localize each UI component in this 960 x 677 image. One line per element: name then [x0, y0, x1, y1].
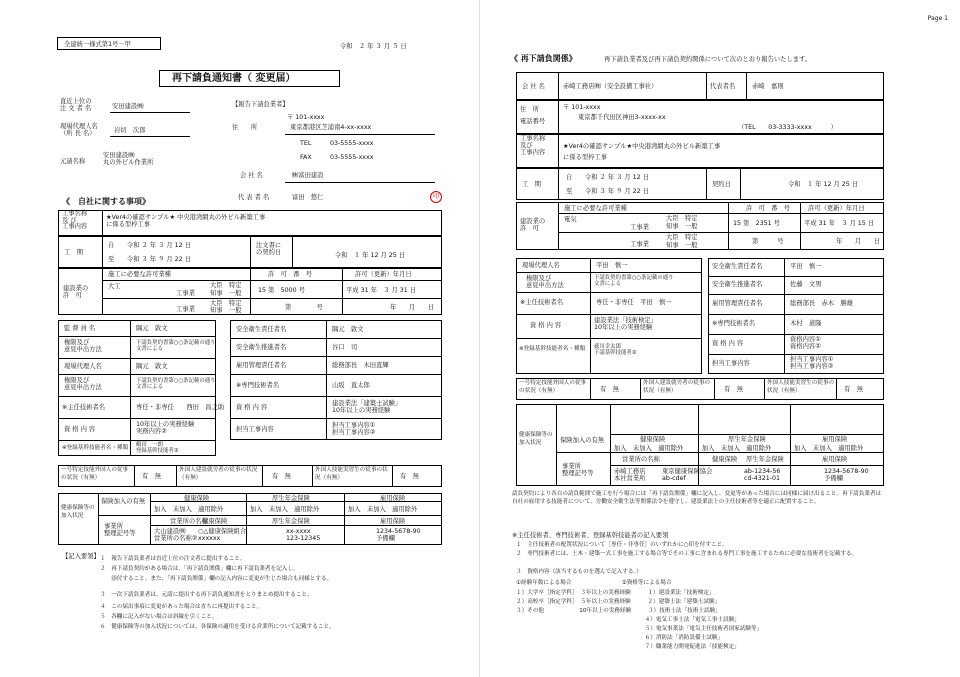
authority-value: 下請負契約書第○○条記載の通り 文書による — [136, 340, 216, 353]
employment-manager-value: 総務部長 木田直輝 — [332, 362, 389, 369]
sub-note-6: ２）高校卒［指定学科］ ５年以上の実務経験 ２）建築士法「建築士試験」 — [516, 599, 721, 605]
office-head: 営業所の名称 — [170, 518, 208, 525]
sub-pension-status: 加入 未加入 適用除外 — [702, 445, 772, 452]
sub-office-pension: ab-1234-56 cd-4321-01 — [744, 468, 781, 483]
seal: 印 — [430, 191, 442, 203]
sub-office-employment: 1234-5678-90 予備欄 — [824, 468, 869, 483]
sub-chief-value: 専任・非専任 平田 慎一 — [596, 299, 672, 306]
health-head: 健康保険 — [184, 495, 210, 502]
sub-foreign-1-value: 有 無 — [600, 386, 619, 393]
skilled-worker-value: 鶴田 一朗 登録基幹技能者② — [136, 442, 179, 455]
agent-label: 現場代理人名 （所 長 名） — [60, 123, 98, 138]
sub-qual-label: 資 格 内 容 — [530, 322, 562, 329]
sub-license-number: 15 第 2351 号 — [733, 220, 780, 227]
sub-health-head: 健康保険 — [640, 436, 666, 443]
sub-foreign-1-label: 一号特定技能外国人の従事の状況（有無） — [519, 380, 587, 394]
sub-promoter-value: 佐藤 文男 — [790, 281, 822, 288]
sub-company-value: 赤崎工務店㈱（安全設備工事社） — [563, 83, 658, 90]
site-agent-value: 隅元 敦文 — [136, 363, 168, 370]
page-divider — [479, 0, 480, 677]
foreign-1-label: 一号特定技能外国人の従事の状況（有無） — [61, 467, 129, 481]
note-2: ２ 再下請負契約がある場合は、「再下請負関係」欄に再下請負業者を記入し、 — [100, 566, 299, 572]
office-pension: xx-xxxx 123-12345 — [286, 528, 321, 543]
note-3: 添付すること。また、「再下請負関係」欄の記入内容に変更が生じた場合も同様とする。 — [100, 576, 333, 582]
assigned-work-value: 担当工事内容① 担当工事内容② — [332, 422, 376, 437]
sub-office-pension-head: 厚生年金保険 — [746, 456, 784, 463]
section-desc: 再下請負業者及び再下請負契約関係について次のとおり報告いたします。 — [604, 56, 812, 63]
period-from: 自 令和 ２ 年 ３ 月 12 日 — [108, 242, 191, 249]
sub-contract-value: 令和 １ 年 12 月 25 日 — [788, 181, 859, 188]
sub-note-11: ７）職業能力開発促進法「技能検定」 — [516, 644, 740, 650]
reporter-header: 【報告下請負業者】 — [232, 101, 289, 108]
sub-note-1: １ 主任技術者の配置状況について［専任・非専任］のいずれかに○印を付すこと。 — [516, 542, 728, 548]
sub-office-head: 営業所の名称 — [622, 456, 660, 463]
license-head-date: 許可（更新）年月日 — [355, 271, 412, 278]
specialist-qual-label: 資 格 内 容 — [236, 404, 268, 411]
employment-head: 雇用保険 — [380, 495, 406, 502]
foreign-3-value: 有 無 — [400, 473, 419, 480]
sub-license2-class-2: 知事 一般 — [666, 242, 698, 249]
license-head-number: 許 可 番 号 — [268, 271, 313, 278]
qualification-value: 10年以上の実務経験 実務内容② — [136, 421, 195, 436]
sub-employment-status: 加入 未加入 適用除外 — [794, 445, 864, 452]
sub-rep-label: 代表者名 — [710, 83, 736, 90]
note-4: ３ 一次下請負業者は、元請に提出する再下請負通知書をとりまとめ提出すること。 — [100, 592, 313, 598]
address-value: 東京都港区芝浦南4-xx-xxxx — [290, 124, 372, 131]
sub-specialist-label: ※専門技術者名 — [712, 320, 756, 327]
office-pension-head: 厚生年金保険 — [272, 518, 310, 525]
sub-license-suffix: 工事業 — [630, 224, 649, 231]
sub-work-label: 工事名称 及び 工事内容 — [520, 135, 546, 156]
sub-skilled-label: ※登録基幹技能者名・種類 — [519, 346, 586, 352]
chief-engineer-label: ※主任技術者名 — [62, 404, 106, 411]
sub-note-4: ①経験年数による場合 ②資格等による場合 — [516, 580, 672, 586]
site-agent-label: 現場代理人名 — [64, 363, 102, 370]
specialist-value: 山坂 直太郎 — [332, 382, 370, 389]
sub-health-status: 加入 未加入 適用除外 — [614, 445, 684, 452]
sub-work-value: ★Ver4の確認サンプル★中央港湾網丸の外ビル新築工事 に係る型枠工事 — [563, 143, 721, 162]
foreign-2-value: 有 無 — [272, 473, 291, 480]
license-type: 大工 — [108, 283, 121, 290]
prime-value: 安田建設㈱ — [112, 103, 144, 110]
authority2-label: 権限及び 意見申出方法 — [64, 377, 102, 392]
site-label: 元請名称 — [60, 158, 86, 165]
foreign-1-value: 有 無 — [142, 473, 161, 480]
section-self: 《 自社に関する事項》 — [62, 197, 150, 206]
sub-specialist-value: 木村 道隆 — [790, 320, 822, 327]
chief-engineer-value: 専任・非専任 西田 昌之助 — [136, 404, 225, 411]
contract-label: 注文書に の契約日 — [256, 242, 282, 257]
license2-number: 第 号 — [285, 304, 323, 311]
sub-address-value: 東京都千代田区神田3-xxxx-xx — [578, 114, 666, 121]
sub-foreign-2-label: 外国人建設就労者の従事の状況（有無） — [643, 380, 711, 394]
sub-office-employment-head: 雇用保険 — [822, 456, 848, 463]
insurance-head: 保険加入の有無 — [101, 498, 146, 505]
sub-safety-label: 安全衛生責任者名 — [712, 263, 763, 270]
sub-contract-label: 契約日 — [712, 181, 731, 188]
sub-spec-qual-label: 資 格 内 容 — [712, 340, 744, 347]
representative-value: 富田 悠仁 — [292, 194, 324, 201]
company-value: ㈱富田建設 — [292, 172, 324, 179]
form-code: 全建統一様式第1号－甲 — [64, 41, 131, 48]
sub-license-head-date: 許可（更新）年月日 — [808, 205, 865, 212]
sub-qual-value: 建設業法「技術検定」 10年以上の実務経験 — [594, 317, 657, 332]
sub-insurance-label: 健康保険等の加入状況 — [519, 432, 553, 446]
sub-agent-label: 現場代理人名 — [522, 262, 560, 269]
license-class-2: 知事 一般 — [210, 290, 242, 297]
sub-rep-value: 赤崎 嘉則 — [752, 83, 784, 90]
sub-license2-class-1: 大臣 特定 — [666, 234, 698, 241]
license-label: 建設業の 許 可 — [63, 285, 89, 300]
note-5: ４ この届出事項に変更があった場合は直ちに再提出すること。 — [100, 604, 263, 610]
health-status: 加入 未加入 適用除外 — [154, 506, 224, 513]
sub-chief-label: ※主任技術者名 — [520, 299, 564, 306]
supervisor-value: 隅元 敦文 — [136, 325, 168, 332]
license2-class-2: 知事 一般 — [210, 307, 242, 314]
address-label: 住 所 — [232, 124, 258, 131]
sub-employment-value: 総務部長 赤木 勝雄 — [790, 300, 853, 307]
office-name: 大山建設㈱ 営業所の名称② — [154, 528, 198, 543]
representative-label: 代 表 者 名 — [238, 194, 270, 201]
contract-value: 令和 １ 年 12 月 25 日 — [335, 252, 406, 259]
sub-license2-suffix: 工事業 — [630, 241, 649, 248]
office-employment-head: 雇用保険 — [380, 518, 406, 525]
license2-class-1: 大臣 特定 — [210, 300, 242, 307]
tel-value: 03-5555-xxxx — [330, 140, 374, 147]
page-number: Page 1 — [927, 15, 948, 22]
foreign-3-label: 外国人技能実習生の従事の状況（有無） — [315, 467, 388, 481]
period-to: 至 令和 ３ 年 ９ 月 22 日 — [108, 256, 191, 263]
license2-suffix: 工事業 — [176, 306, 195, 313]
sub-note-3: ３ 資格内容（該当するものを選んで記入する。） — [516, 569, 642, 575]
office-label: 事業所 整理記号等 — [104, 523, 136, 538]
site-value: 安田建設㈱ 丸の外ビル作業所 — [103, 152, 154, 167]
license-date: 平成 31 年 ３ 月 31 日 — [346, 287, 417, 294]
sub-license-class-2: 知事 一般 — [666, 223, 698, 230]
period-label: 工 期 — [64, 249, 83, 256]
tel-label: TEL — [300, 140, 312, 147]
sub-license-class-1: 大臣 特定 — [666, 215, 698, 222]
sub-office-name: 赤崎工務店 本社営業所 — [614, 468, 646, 483]
sub-note-10: ６）消防法「消防設備士試験」 — [516, 635, 723, 641]
sub-assigned-value: 担当工事内容① 担当工事内容② — [790, 356, 834, 371]
sub-pension-head: 厚生年金保険 — [728, 436, 766, 443]
sub-agent-value: 平田 慎一 — [596, 262, 628, 269]
sub-license-head-number: 許 可 番 号 — [746, 205, 791, 212]
assigned-work-label: 担当工事内容 — [236, 426, 274, 433]
sub-license2-date: 年 月 日 — [836, 238, 881, 245]
sub-paragraph: 請負契約により各自の請負範囲で施工を行う場合には「再下請負関係」欄に記入し、変更等があった場合には同様に届け出ること。再下請負業者は自社の雇用する技能者について、労働安全衛生法等関係法令を遵守し、建設業法上の主任技術者等を適正に配置すること。 — [512, 491, 882, 505]
document-title: 再下請負通知書（ 変更届） — [172, 73, 296, 84]
sub-office-health: 東京健康保険協会 ab-cdef — [662, 468, 713, 483]
license-head-type: 施工に必要な許可業種 — [108, 271, 171, 278]
sub-safety-value: 平田 慎一 — [790, 263, 822, 270]
sub-note-9: ５）電気事業法「電気主任技術者国家試験等」 — [516, 626, 763, 632]
license2-date: 年 月 日 — [390, 304, 435, 311]
safety-manager-value: 隅元 敦文 — [332, 326, 364, 333]
sub-promoter-label: 安全衛生推進者名 — [712, 281, 763, 288]
sub-skilled-value: 徳川幸太郎 下請基幹技能者② — [594, 344, 637, 357]
sub-foreign-3-value: 有 無 — [844, 386, 863, 393]
document-date: 令和 ２ 年 ３ 月 ５ 日 — [340, 43, 407, 50]
safety-manager-label: 安全衛生責任者名 — [236, 326, 287, 333]
note-7: ６ 健康保険等の加入状況については、各保険の適用を受ける営業所について記載すること。 — [100, 624, 335, 630]
sub-assigned-label: 担当工事内容 — [712, 360, 750, 367]
license-number: 15 第 5000 号 — [258, 287, 305, 294]
sub-license-type: 電気 — [564, 216, 577, 223]
sub-tel: （TEL 03-3333-xxxx ） — [738, 124, 837, 131]
pension-head: 厚生年金保険 — [272, 495, 310, 502]
sub-note-5: １）大学卒［指定学科］ ３年以上の実務経験 １）建設業法「技術検定」 — [516, 590, 715, 596]
sub-notes-title: ※主任技術者、専門技術者、登録基幹技能者の記入要領 — [512, 532, 669, 539]
sub-foreign-3-label: 外国人技能実習生の従事の状況（有無） — [767, 380, 835, 394]
safety-promoter-label: 安全衛生推進者名 — [236, 344, 287, 351]
license-suffix: 工事業 — [176, 290, 195, 297]
postal-code: 〒 101-xxxx — [287, 114, 325, 121]
sub-employment-label: 雇用管理責任者名 — [712, 300, 763, 307]
supervisor-label: 監 督 員 名 — [64, 325, 96, 332]
license-class-1: 大臣 特定 — [210, 282, 242, 289]
sub-postal: 〒 101-xxxx — [563, 104, 601, 111]
qualification-label: 資 格 内 容 — [64, 426, 96, 433]
sub-authority-label: 権限及び 意見申出方法 — [526, 275, 564, 290]
sub-employment-head: 雇用保険 — [822, 436, 848, 443]
office-employment: 1234-5678-90 予備欄 — [376, 528, 421, 543]
fax-label: FAX — [300, 154, 312, 161]
sub-spec-qual-value: 資格内容① 資格内容② — [790, 336, 821, 351]
specialist-qual-value: 建設業法「建築士試験」 10年以上の実務経験 — [332, 400, 402, 415]
sub-note-2: ２ 専門技術者には、土木・建築一式工事を施工する場合等でその工事に含まれる専門工事を施工するために必要な技術者を記載する。 — [516, 551, 858, 557]
sub-note-8: ４）電気工事士法「電気工事士試験」 — [516, 617, 740, 623]
sub-insurance-head: 保険加入の有無 — [560, 437, 605, 444]
note-6: ５ 各欄に記入がない場合は斜線を引くこと。 — [100, 614, 218, 620]
employment-status: 加入 未加入 適用除外 — [348, 506, 418, 513]
authority-label: 権限及び 意見申出方法 — [64, 339, 102, 354]
agent-value: 岩切 次郎 — [114, 127, 146, 134]
notes-title: 【記入要領】 — [62, 553, 100, 560]
note-1: １ 報告下請負業者は直近上位の注文者に提出すること。 — [100, 556, 246, 562]
pension-status: 加入 未加入 適用除外 — [250, 506, 320, 513]
skilled-worker-label: ※登録基幹技能者名・種類 — [62, 445, 129, 451]
sub-company-label: 会 社 名 — [522, 83, 545, 90]
sub-license-label: 建設業の 許 可 — [520, 218, 546, 233]
safety-promoter-value: 谷口 司 — [332, 344, 358, 351]
sub-period-label: 工 期 — [522, 181, 541, 188]
insurance-label: 健康保険等の加入状況 — [61, 505, 95, 519]
specialist-label: ※専門技術者名 — [236, 382, 280, 389]
work-name-label: 工事名称 及 び 工事内容 — [62, 210, 88, 231]
sub-period-to: 至 令和 ３ 年 ９ 月 22 日 — [566, 188, 649, 195]
office-health-head: 健康保険 — [202, 518, 228, 525]
foreign-2-label: 外国人建設就労者の従事の状況（有無） — [179, 467, 258, 481]
sub-authority-value: 下請負契約書第○○条記載の通り 文書による — [594, 275, 674, 288]
sub-license-date: 平成 31 年 ３ 月 15 日 — [804, 220, 875, 227]
office-health: ○△健康保険組合 xxxxxx — [198, 528, 247, 543]
authority2-value: 下請負契約書第○○条記載の通り 文書による — [136, 378, 216, 391]
fax-value: 03-5555-xxxx — [330, 154, 374, 161]
work-name-value: ★Ver4の確認サンプル★ 中央港湾網丸の外ビル新築工事 に係る型枠工事 — [106, 214, 266, 229]
sub-note-7: ３）その他 10年以上の実務経験 ３）技術士法「技術士試験」 — [516, 608, 721, 614]
sub-office-label: 事業所 整理記号等 — [562, 463, 594, 478]
sub-foreign-2-value: 有 無 — [724, 386, 743, 393]
employment-manager-label: 雇用管理責任者名 — [236, 362, 287, 369]
prime-label: 直近上位の 注 文 者 名 — [60, 98, 92, 113]
sub-period-from: 自 令和 ２ 年 ３ 月 12 日 — [566, 174, 649, 181]
sub-license2-number: 第 号 — [752, 238, 784, 245]
section-subcontract: 《 再下請負関係》 — [510, 54, 577, 63]
sub-office-health-head: 健康保険 — [712, 456, 738, 463]
sub-license-head-type: 施工に必要な許可業種 — [564, 205, 627, 212]
sub-address-label: 住 所 電話番号 — [520, 106, 546, 125]
company-label: 会 社 名 — [240, 172, 263, 179]
